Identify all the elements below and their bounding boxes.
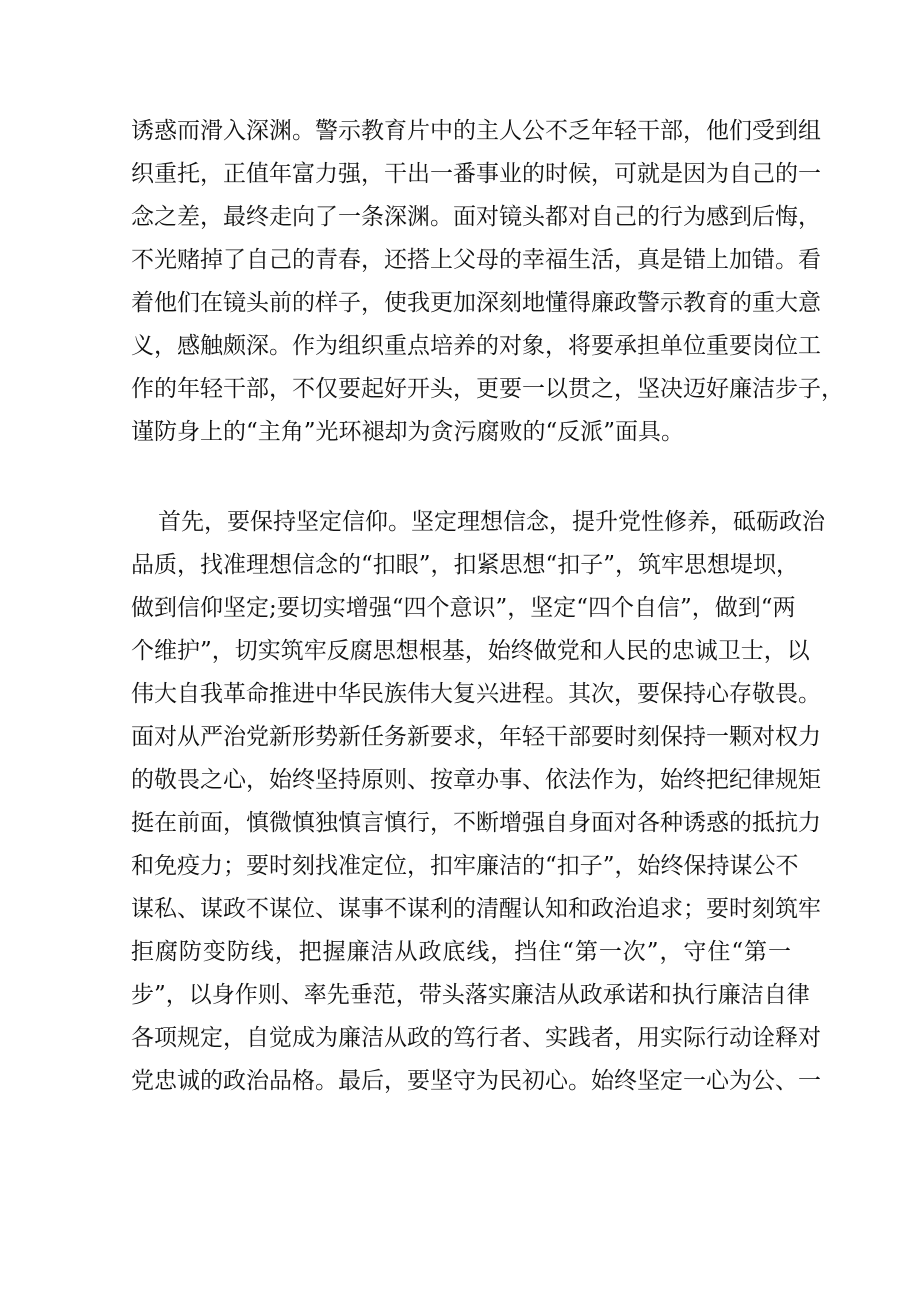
text-line: 着他们在镜头前的样子，使我更加深刻地懂得廉政警示教育的重大意 xyxy=(131,290,821,316)
paragraph-1 xyxy=(131,110,844,454)
text-line: 拒腐防变防线，把握廉洁从政底线，挡住“第一次”，守住“第一 xyxy=(131,939,791,965)
text-line: 诱惑而滑入深渊。警示教育片中的主人公不乏年轻干部，他们受到组 xyxy=(131,118,821,144)
text-line: 伟大自我革命推进中华民族伟大复兴进程。其次，要保持心存敬畏。 xyxy=(131,681,821,707)
text-line: 织重托，正值年富力强，干出一番事业的时候，可就是因为自己的一 xyxy=(131,161,821,187)
text-line: 不光赌掉了自己的青春，还搭上父母的幸福生活，真是错上加错。看 xyxy=(131,247,821,273)
text-line: 念之差，最终走向了一条深渊。面对镜头都对自己的行为感到后悔， xyxy=(131,204,821,230)
text-line: 谋私、谋政不谋位、谋事不谋利的清醒认知和政治追求；要时刻筑牢 xyxy=(131,896,821,922)
text-line: 个维护”，切实筑牢反腐思想根基，始终做党和人民的忠诚卫士，以 xyxy=(131,638,810,664)
text-line: 义，感触颇深。作为组织重点培养的对象，将要承担单位重要岗位工 xyxy=(131,333,821,359)
text-line: 谨防身上的“主角”光环褪却为贪污腐败的“反派”面具。 xyxy=(131,419,685,445)
text-line: 品质，找准理想信念的“扣眼”，扣紧思想“扣子”，筑牢思想堤坝， xyxy=(131,552,800,578)
text-line: 的敬畏之心，始终坚持原则、按章办事、依法作为，始终把纪律规矩 xyxy=(131,767,821,793)
text-line: 做到信仰坚定;要切实增强“四个意识”，坚定“四个自信”，做到“两 xyxy=(131,595,796,621)
text-line: 面对从严治党新形势新任务新要求，年轻干部要时刻保持一颗对权力 xyxy=(131,724,821,750)
text-line: 党忠诚的政治品格。最后，要坚守为民初心。始终坚定一心为公、一 xyxy=(131,1068,821,1094)
text-line: 和免疫力；要时刻找准定位，扣牢廉洁的“扣子”，始终保持谋公不 xyxy=(131,853,799,879)
paragraph-2 xyxy=(131,501,825,1103)
text-line: 作的年轻干部，不仅要起好开头，更要一以贯之，坚决迈好廉洁步子， xyxy=(131,376,844,402)
text-line: 各项规定，自觉成为廉洁从政的笃行者、实践者，用实际行动诠释对 xyxy=(131,1025,821,1051)
text-line: 步”，以身作则、率先垂范，带头落实廉洁从政承诺和执行廉洁自律 xyxy=(131,982,810,1008)
text-line: 首先，要保持坚定信仰。坚定理想信念，提升党性修养，砥砺政治 xyxy=(158,509,825,535)
text-line: 挺在前面，慎微慎独慎言慎行，不断增强自身面对各种诱惑的抵抗力 xyxy=(131,810,821,836)
